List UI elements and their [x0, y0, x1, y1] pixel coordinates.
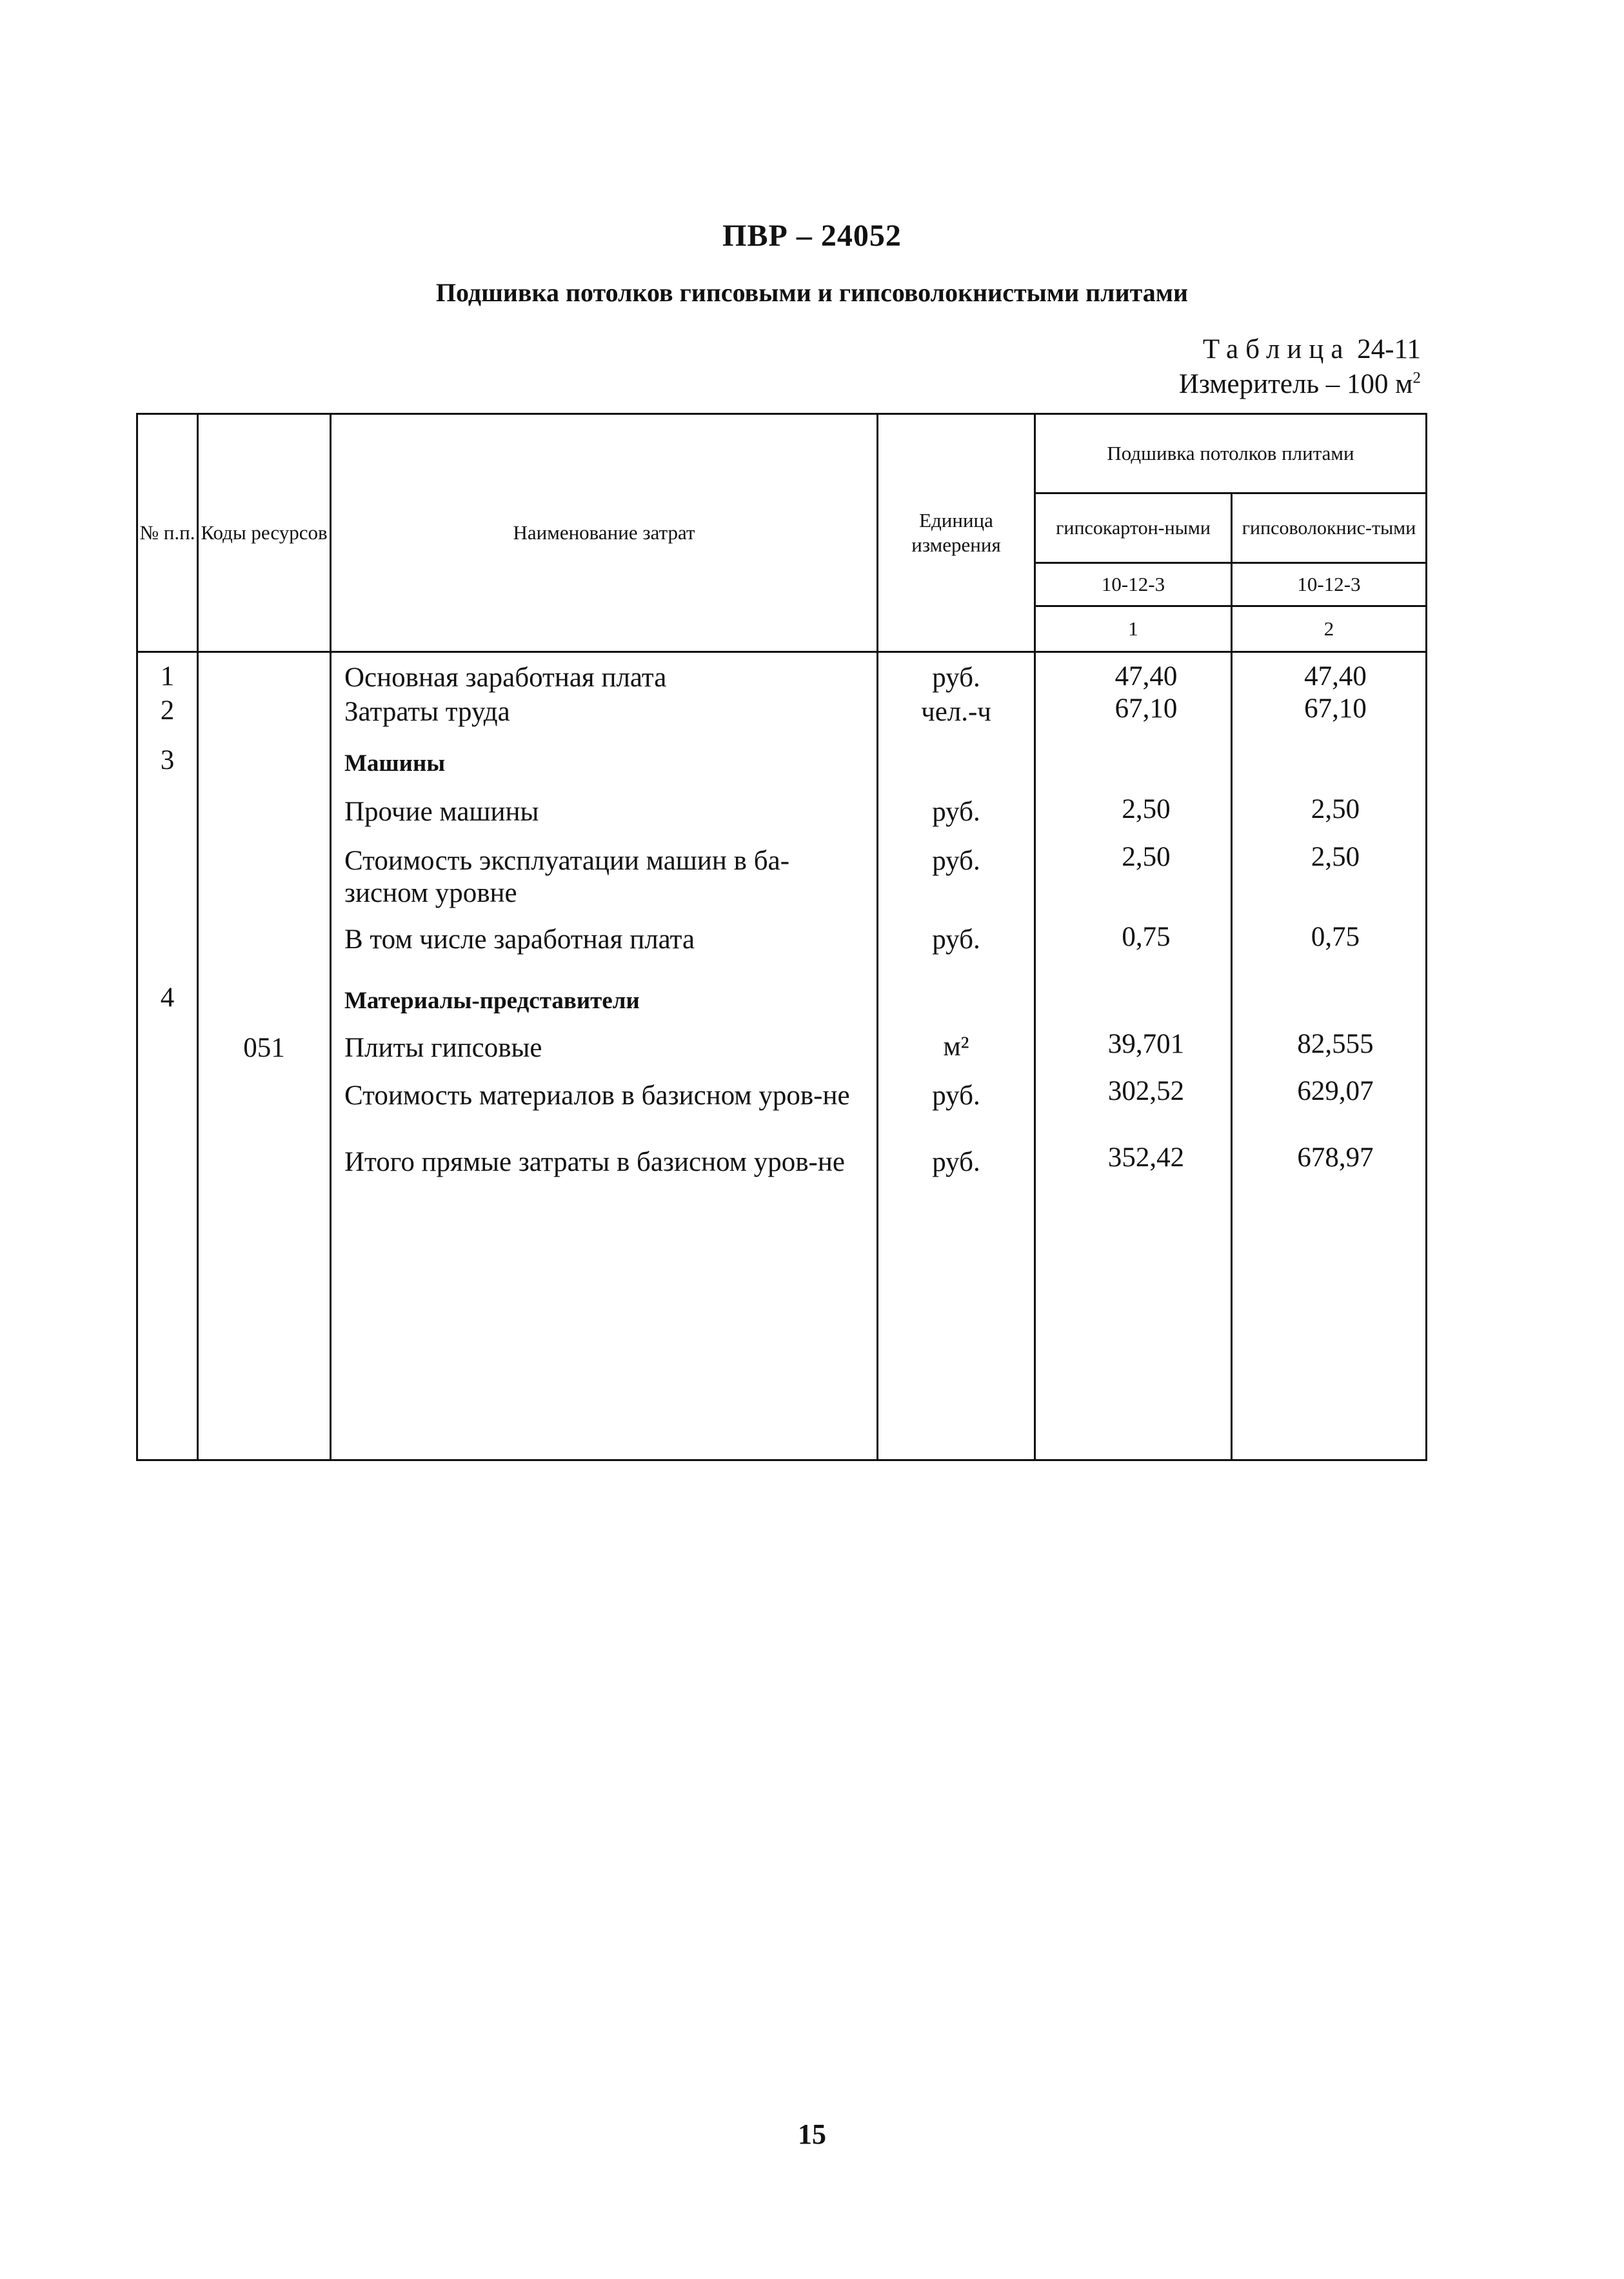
header-num2: 2	[1232, 606, 1427, 652]
row-9-v2: 629,07	[1297, 1076, 1374, 1106]
column-value-2	[1232, 652, 1427, 1460]
row-2-name: Затраты труда	[344, 697, 510, 727]
row-10-v2: 678,97	[1297, 1142, 1374, 1173]
header-sub1: гипсокартон-ными	[1035, 493, 1232, 563]
row-6-v1: 0,75	[1122, 922, 1171, 952]
row-1-unit: руб.	[932, 662, 980, 693]
document-code: ПВР – 24052	[722, 219, 902, 253]
row-1-no: 1	[160, 661, 175, 692]
row-9-unit: руб.	[932, 1080, 980, 1111]
row-10-v1: 352,42	[1107, 1142, 1185, 1173]
measure-line	[1179, 367, 1421, 402]
column-name	[331, 652, 878, 1460]
header-no: № п.п.	[137, 414, 198, 652]
page-number: 15	[798, 2118, 826, 2150]
header-sub2: гипсоволокнис-тыми	[1232, 493, 1427, 563]
header-unit: Единица измерения	[878, 414, 1035, 652]
table-caption	[1179, 332, 1421, 402]
measure-text: Измеритель – 100 м	[1178, 369, 1413, 399]
header-name: Наименование затрат	[331, 414, 878, 652]
row-1-name: Основная заработная плата	[344, 662, 667, 693]
table-body	[137, 652, 1427, 1460]
row-9-v1: 302,52	[1107, 1076, 1185, 1106]
row-2-v1: 67,10	[1114, 693, 1178, 724]
row-3-name: Машины	[344, 750, 446, 777]
table-number-line	[1179, 332, 1421, 367]
row-1-v1: 47,40	[1114, 661, 1178, 692]
row-8-unit: м²	[943, 1031, 969, 1062]
row-8-v2: 82,555	[1297, 1029, 1374, 1059]
row-5-unit: руб.	[932, 846, 980, 876]
row-7-name: Материалы-представители	[344, 988, 640, 1014]
row-6-name: В том числе заработная плата	[344, 924, 695, 955]
header-num1: 1	[1035, 606, 1232, 652]
row-5-name: Стоимость эксплуатации машин в ба-зисном уровне	[344, 846, 790, 908]
row-9-name: Стоимость материалов в базисном уров-не	[344, 1080, 850, 1111]
column-no	[137, 652, 198, 1460]
row-7-no: 4	[160, 982, 175, 1013]
row-4-v1: 2,50	[1122, 794, 1171, 824]
row-10-unit: руб.	[932, 1147, 980, 1177]
row-10-name: Итого прямые затраты в базисном уров-не	[344, 1147, 845, 1177]
header-code1: 10-12-3	[1035, 563, 1232, 606]
row-8-v1: 39,701	[1107, 1029, 1185, 1059]
cost-table	[136, 413, 1427, 1461]
row-5-v1: 2,50	[1122, 842, 1171, 872]
row-4-v2: 2,50	[1311, 794, 1360, 824]
header-group: Подшивка потолков плитами	[1035, 414, 1427, 493]
table-word: Таблица	[1202, 334, 1351, 364]
row-5-v2: 2,50	[1311, 842, 1360, 872]
row-6-unit: руб.	[932, 924, 980, 955]
row-1-v2: 47,40	[1304, 661, 1367, 692]
header-codes: Коды ресурсов	[198, 414, 331, 652]
row-8-code: 051	[243, 1033, 285, 1063]
row-4-unit: руб.	[932, 797, 980, 827]
row-8-name: Плиты гипсовые	[344, 1033, 542, 1063]
table-number: 24-11	[1357, 334, 1421, 364]
column-unit	[878, 652, 1035, 1460]
document-title: Подшивка потолков гипсовыми и гипсоволокнистыми плитами	[435, 278, 1189, 307]
row-6-v2: 0,75	[1311, 922, 1360, 952]
row-3-no: 3	[160, 745, 175, 775]
row-4-name: Прочие машины	[344, 797, 539, 827]
column-value-1	[1035, 652, 1232, 1460]
column-codes	[198, 652, 331, 1460]
row-2-v2: 67,10	[1304, 693, 1367, 724]
row-2-no: 2	[160, 695, 175, 726]
measure-sup: 2	[1412, 369, 1421, 387]
header-code2: 10-12-3	[1232, 563, 1427, 606]
row-2-unit: чел.-ч	[921, 697, 991, 727]
